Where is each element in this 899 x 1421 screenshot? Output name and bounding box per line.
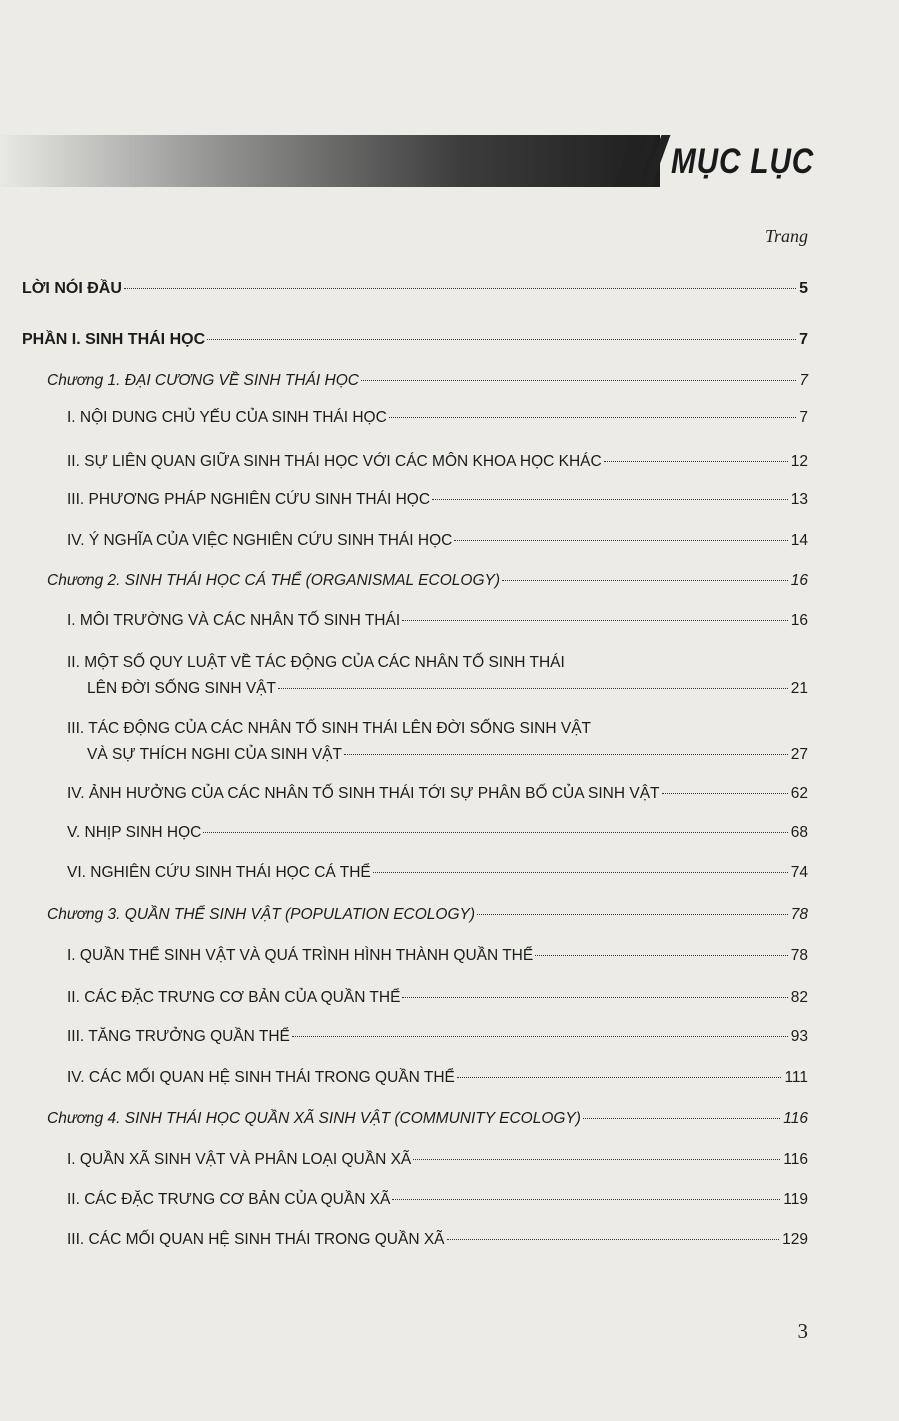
toc-entry-page: 27 xyxy=(790,746,808,763)
toc-entry-label-cont: LÊN ĐỜI SỐNG SINH VẬT xyxy=(87,680,276,697)
dot-leader xyxy=(373,872,788,873)
toc-entry-label: I. QUẦN THỂ SINH VẬT VÀ QUÁ TRÌNH HÌNH THÀNH QUẦN THỂ xyxy=(67,947,534,964)
toc-entry-section[interactable] xyxy=(87,676,808,702)
toc-entry-page: 93 xyxy=(790,1028,808,1045)
dot-leader xyxy=(502,580,788,581)
toc-entry-section[interactable] xyxy=(67,1147,808,1173)
toc-entry-label: II. CÁC ĐẶC TRƯNG CƠ BẢN CỦA QUẦN XÃ xyxy=(67,1191,391,1208)
toc-entry-page: 68 xyxy=(790,824,808,841)
toc-entry-label: PHẦN I. SINH THÁI HỌC xyxy=(22,331,206,348)
toc-entry-page: 119 xyxy=(783,1191,808,1208)
toc-entry-page: 5 xyxy=(799,280,808,297)
dot-leader xyxy=(344,754,788,755)
toc-entry-page: 12 xyxy=(790,453,808,470)
toc-entry-section[interactable] xyxy=(67,608,808,634)
toc-entry-label: III. CÁC MỐI QUAN HỆ SINH THÁI TRONG QUẦN XÃ xyxy=(67,1231,445,1248)
toc-entry-page: 116 xyxy=(783,1110,808,1127)
toc-entry-section[interactable] xyxy=(67,487,808,513)
toc-entry-page: 7 xyxy=(799,331,808,348)
toc-entry-page: 16 xyxy=(790,572,808,589)
dot-leader xyxy=(583,1118,780,1119)
toc-entry-chapter[interactable] xyxy=(47,902,808,928)
toc-entry-label: Chương 1. ĐẠI CƯƠNG VỀ SINH THÁI HỌC xyxy=(47,372,359,389)
toc-entry-label: IV. CÁC MỐI QUAN HỆ SINH THÁI TRONG QUẦN THỂ xyxy=(67,1069,455,1086)
toc-entry-label: I. QUẦN XÃ SINH VẬT VÀ PHÂN LOẠI QUẦN XÃ xyxy=(67,1151,412,1168)
dot-leader xyxy=(413,1159,780,1160)
toc-entry-section[interactable] xyxy=(67,985,808,1011)
toc-entry-section[interactable] xyxy=(67,781,808,807)
toc-entry-page: 13 xyxy=(790,491,808,508)
dot-leader xyxy=(124,288,796,289)
toc-entry-label: IV. Ý NGHĨA CỦA VIỆC NGHIÊN CỨU SINH THÁI HỌC xyxy=(67,532,453,549)
toc-entry-label: IV. ẢNH HƯỞNG CỦA CÁC NHÂN TỐ SINH THÁI TỚI SỰ PHÂN BỐ CỦA SINH VẬT xyxy=(67,785,660,802)
toc-entry-label: Chương 2. SINH THÁI HỌC CÁ THỂ (ORGANISMAL ECOLOGY) xyxy=(47,572,500,589)
toc-entry-section[interactable] xyxy=(87,742,808,768)
dot-leader xyxy=(454,540,787,541)
toc-entry-section[interactable] xyxy=(67,528,808,554)
toc-entry-page: 78 xyxy=(790,947,808,964)
toc-entry-page: 7 xyxy=(799,409,808,426)
dot-leader xyxy=(535,955,788,956)
toc-entry-chapter[interactable] xyxy=(47,368,808,394)
toc-entry-page: 7 xyxy=(799,372,808,389)
page-column-label: Trang xyxy=(764,226,808,246)
toc-entry-label: I. MÔI TRƯỜNG VÀ CÁC NHÂN TỐ SINH THÁI xyxy=(67,612,401,629)
toc-entry-page: 111 xyxy=(784,1069,808,1086)
toc-entry-page: 116 xyxy=(783,1151,808,1168)
toc-entry-section[interactable] xyxy=(67,1065,808,1091)
toc-entry-label: Chương 4. SINH THÁI HỌC QUẦN XÃ SINH VẬT (COMMUNITY ECOLOGY) xyxy=(47,1110,581,1127)
toc-entry-part[interactable] xyxy=(22,327,808,353)
dot-leader xyxy=(402,620,788,621)
toc-entry-label-cont: VÀ SỰ THÍCH NGHI CỦA SINH VẬT xyxy=(87,746,342,763)
toc-entry-section-title[interactable]: II. MỘT SỐ QUY LUẬT VỀ TÁC ĐỘNG CỦA CÁC NHÂN TỐ SINH THÁI xyxy=(67,654,565,671)
dot-leader xyxy=(447,1239,780,1240)
page-title: MỤC LỤC xyxy=(671,142,815,181)
toc-entry-page: 62 xyxy=(790,785,808,802)
toc-entry-label: III. PHƯƠNG PHÁP NGHIÊN CỨU SINH THÁI HỌC xyxy=(67,491,431,508)
toc-entry-label: II. SỰ LIÊN QUAN GIỮA SINH THÁI HỌC VỚI CÁC MÔN KHOA HỌC KHÁC xyxy=(67,453,602,470)
toc-entry-page: 129 xyxy=(782,1231,808,1248)
toc-entry-chapter[interactable] xyxy=(47,568,808,594)
dot-leader xyxy=(292,1036,788,1037)
toc-entry-label: I. NỘI DUNG CHỦ YẾU CỦA SINH THÁI HỌC xyxy=(67,409,387,426)
toc-entry-page: 21 xyxy=(790,680,808,697)
page-number: 3 xyxy=(797,1319,808,1343)
toc-entry-page: 82 xyxy=(790,989,808,1006)
toc-entry-label: III. TĂNG TRƯỞNG QUẦN THỂ xyxy=(67,1028,290,1045)
dot-leader xyxy=(402,997,787,998)
toc-entry-label: VI. NGHIÊN CỨU SINH THÁI HỌC CÁ THỂ xyxy=(67,864,371,881)
toc-entry-section[interactable] xyxy=(67,449,808,475)
dot-leader xyxy=(457,1077,782,1078)
dot-leader xyxy=(604,461,788,462)
toc-entry-section[interactable] xyxy=(67,405,808,431)
toc-entry-section[interactable] xyxy=(67,1187,808,1213)
toc-entry-section[interactable] xyxy=(67,1024,808,1050)
toc-entry-section-title[interactable]: III. TÁC ĐỘNG CỦA CÁC NHÂN TỐ SINH THÁI LÊN ĐỜI SỐNG SINH VẬT xyxy=(67,720,592,737)
dot-leader xyxy=(389,417,797,418)
toc-entry-label: V. NHỊP SINH HỌC xyxy=(67,824,202,841)
toc-entry-section[interactable] xyxy=(67,860,808,886)
dot-leader xyxy=(278,688,788,689)
toc-entry-label: II. CÁC ĐẶC TRƯNG CƠ BẢN CỦA QUẦN THỂ xyxy=(67,989,401,1006)
header-gradient-bar xyxy=(0,135,660,187)
toc-entry-page: 14 xyxy=(790,532,808,549)
dot-leader xyxy=(361,380,796,381)
toc-entry-section[interactable] xyxy=(67,943,808,969)
toc-entry-label: LỜI NÓI ĐẦU xyxy=(22,280,122,297)
dot-leader xyxy=(392,1199,780,1200)
dot-leader xyxy=(432,499,788,500)
toc-entry-label: Chương 3. QUẦN THỂ SINH VẬT (POPULATION ECOLOGY) xyxy=(47,906,476,923)
toc-entry-page: 16 xyxy=(790,612,808,629)
dot-leader xyxy=(207,339,796,340)
toc-entry-preface[interactable] xyxy=(22,276,808,302)
toc-entry-section[interactable] xyxy=(67,820,808,846)
toc-entry-page: 74 xyxy=(790,864,808,881)
dot-leader xyxy=(203,832,787,833)
dot-leader xyxy=(662,793,788,794)
toc-entry-chapter[interactable] xyxy=(47,1106,808,1132)
dot-leader xyxy=(477,914,788,915)
toc-entry-section[interactable] xyxy=(67,1227,808,1253)
toc-entry-page: 78 xyxy=(790,906,808,923)
